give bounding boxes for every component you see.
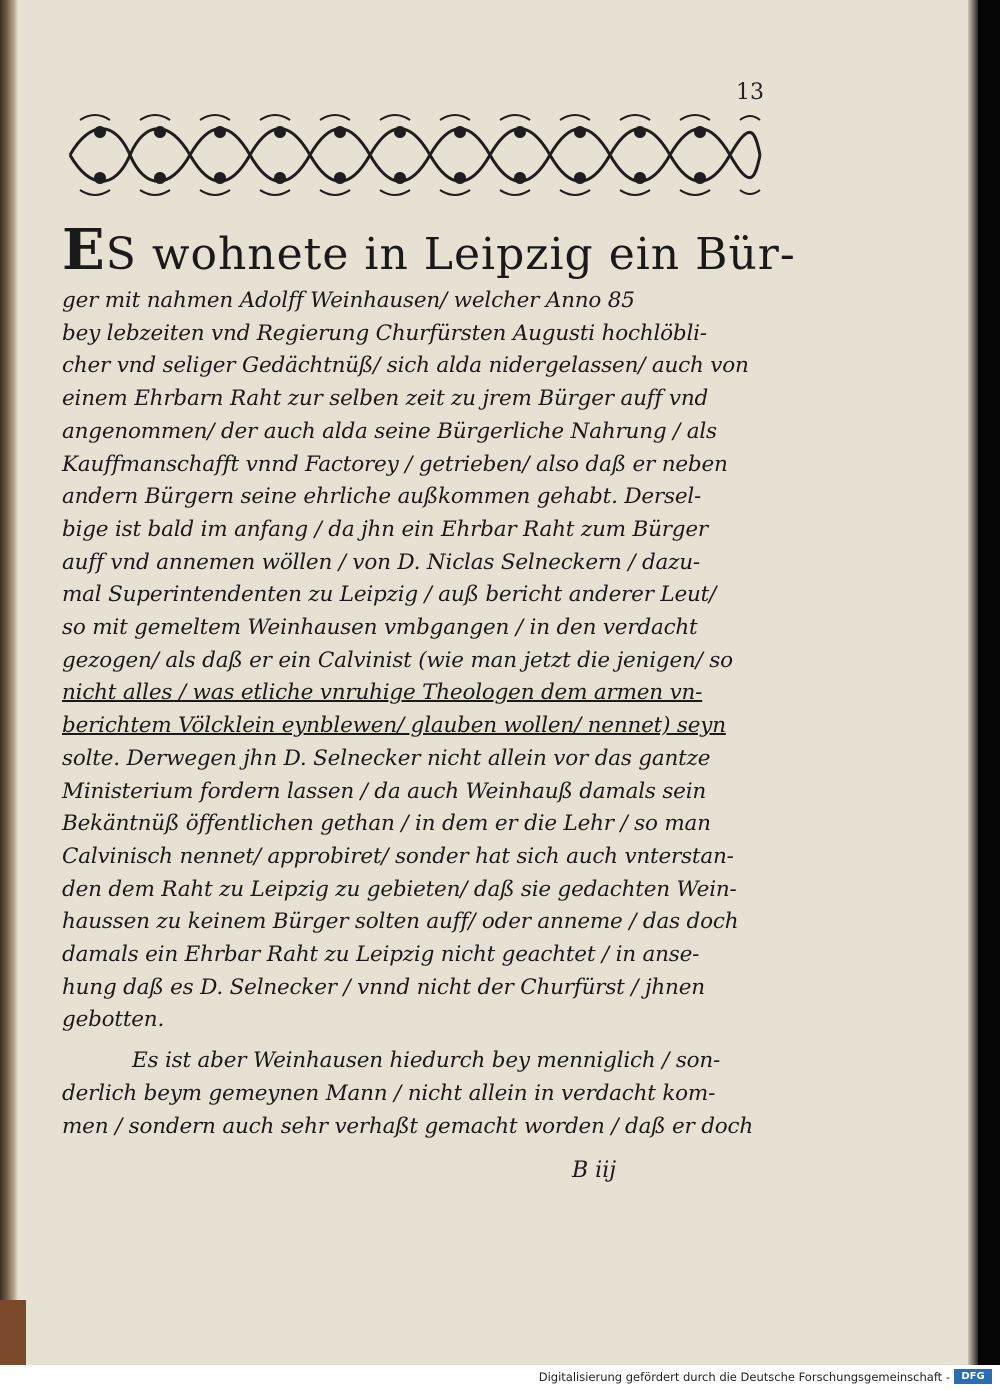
paragraph-2 [62,1045,762,1143]
text-line: cher vnd seliger Gedächtnüß/ sich alda nidergelassen/ auch von [62,353,749,379]
opening-line-rest: S wohnete in Leipzig ein Bür- [105,229,796,280]
paragraph-1 [62,285,762,1037]
text-line: Ministerium fordern lassen / da auch Weinhauß damals sein [62,778,707,804]
signature-mark: B iij [572,1158,617,1183]
text-line: gebotten. [62,1007,165,1033]
book-spine-shadow [0,0,18,1365]
text-line: derlich beym gemeynen Mann / nicht allein in verdacht kom- [62,1080,716,1106]
main-text [62,217,796,1143]
text-line: men / sondern auch sehr verhaßt gemacht worden / daß er doch [62,1113,754,1139]
text-line: Kauffmanschafft vnnd Factorey / getrieben/ also daß er neben [62,451,728,477]
opening-line [62,217,796,285]
text-line-underlined: gezogen/ als daß er ein Calvinist (wie man jetzt die jenigen/ so [62,647,733,673]
text-line: damals ein Ehrbar Raht zu Leipzig nicht geachtet / in anse- [62,942,700,968]
text-line: angenommen/ der auch alda seine Bürgerliche Nahrung / als [62,418,717,444]
text-line: solte. Derwegen jhn D. Selnecker nicht allein vor das gantze [62,745,711,771]
funding-notice: Digitalisierung gefördert durch die Deutsche Forschungsgemeinschaft - [538,1370,950,1384]
text-line: ger mit nahmen Adolff Weinhausen/ welcher Anno 85 [62,288,635,313]
page-edge-shadow [968,0,978,1365]
text-line: Es ist aber Weinhausen hiedurch bey menniglich / son- [132,1048,721,1074]
binding-tape [0,1300,26,1365]
text-line: Bekäntnüß öffentlichen gethan / in dem er die Lehr / so man [62,811,711,837]
text-line: haussen zu keinem Bürger solten auff/ oder anneme / das doch [62,909,739,935]
text-line: den dem Raht zu Leipzig zu gebieten/ daß sie gedachten Wein- [62,876,737,902]
text-line-underlined: berichtem Völcklein eynblewen/ glauben wollen/ nennet) seyn [62,713,726,739]
page-number: 13 [736,80,764,105]
text-line: so mit gemeltem Weinhausen vmbgangen / in den verdacht [62,615,698,641]
text-line: auff vnd annemen wöllen / von D. Niclas Selneckern / dazu- [62,549,700,575]
drop-initial: E [62,217,106,283]
text-line: mal Superintendenten zu Leipzig / auß bericht anderer Leut/ [62,582,717,608]
text-line-underlined: nicht alles / was etliche vnruhige Theologen dem armen vn- [62,680,703,706]
text-line: bey lebzeiten vnd Regierung Churfürsten Augusti hochlöbli- [62,320,707,346]
ornamental-header-band-icon [60,110,765,200]
text-line: bige ist bald im anfang / da jhn ein Ehrbar Raht zum Bürger [62,516,708,542]
text-line: hung daß es D. Selnecker / vnnd nicht der Churfürst / jhnen [62,974,705,1000]
text-line: andern Bürgern seine ehrliche außkommen gehabt. Dersel- [62,484,702,510]
text-line: Calvinisch nennet/ approbiret/ sonder hat sich auch vnterstan- [62,843,734,869]
text-line: einem Ehrbarn Raht zur selben zeit zu jrem Bürger auff vnd [62,386,709,412]
dfg-logo-icon: DFG [954,1369,992,1384]
